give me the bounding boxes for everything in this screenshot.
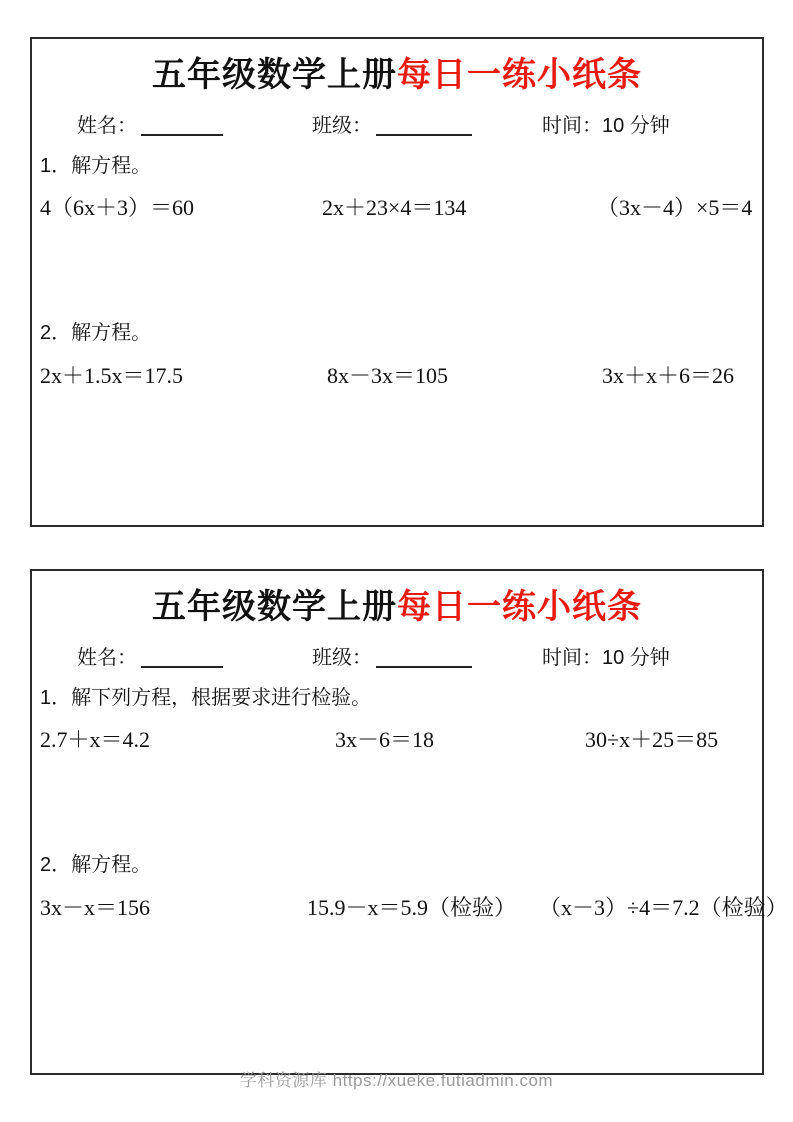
title-daily-part: 每日一练小纸条 bbox=[397, 588, 642, 626]
class-blank bbox=[376, 116, 472, 136]
section-1-equations bbox=[32, 191, 762, 223]
equation: 30÷x＋25＝85 bbox=[585, 727, 719, 752]
worksheet-card-2 bbox=[30, 569, 788, 1075]
title-grade-part: 五年级数学上册 bbox=[152, 588, 397, 626]
equation: 8x－3x＝105 bbox=[327, 363, 449, 388]
title-daily-part: 每日一练小纸条 bbox=[397, 56, 642, 94]
equation: 3x＋x＋6＝26 bbox=[602, 363, 735, 388]
equation: 4（6x＋3）＝60 bbox=[40, 195, 195, 220]
section-1-heading: 1．解方程。 bbox=[40, 155, 152, 177]
time-label: 时间：10 分钟 bbox=[542, 115, 670, 137]
footer-watermark: 学科资源库 https://xueke.futiadmin.com bbox=[239, 1071, 554, 1090]
name-field bbox=[77, 109, 223, 138]
student-info-row bbox=[32, 641, 762, 671]
section-2-equations bbox=[32, 891, 788, 923]
class-field bbox=[312, 109, 472, 138]
equation: 15.9－x＝5.9（检验） bbox=[307, 895, 517, 920]
section-1-equations bbox=[32, 723, 762, 755]
name-label: 姓名： bbox=[77, 115, 137, 137]
section-2-equations bbox=[32, 359, 762, 391]
title-grade-part: 五年级数学上册 bbox=[152, 56, 397, 94]
time-label: 时间：10 分钟 bbox=[542, 647, 670, 669]
class-blank bbox=[376, 648, 472, 668]
name-blank bbox=[141, 648, 223, 668]
worksheet-card-1 bbox=[30, 37, 764, 527]
equation: （x－3）÷4＝7.2（检验） bbox=[539, 895, 788, 920]
name-blank bbox=[141, 116, 223, 136]
name-label: 姓名： bbox=[77, 647, 137, 669]
class-field bbox=[312, 641, 472, 670]
equation: 2x＋1.5x＝17.5 bbox=[40, 363, 184, 388]
equation: 3x－6＝18 bbox=[335, 727, 435, 752]
equation: 2x＋23×4＝134 bbox=[322, 195, 467, 220]
equation: 3x－x＝156 bbox=[40, 895, 151, 920]
class-label: 班级： bbox=[312, 647, 372, 669]
class-label: 班级： bbox=[312, 115, 372, 137]
card-title bbox=[32, 47, 762, 96]
section-2-heading: 2．解方程。 bbox=[40, 322, 152, 344]
card-title bbox=[32, 579, 762, 628]
name-field bbox=[77, 641, 223, 670]
section-2-heading: 2．解方程。 bbox=[40, 854, 152, 876]
equation: （3x－4）×5＝4 bbox=[597, 195, 753, 220]
section-1-heading: 1．解下列方程，根据要求进行检验。 bbox=[40, 687, 372, 709]
equation: 2.7＋x＝4.2 bbox=[40, 727, 151, 752]
student-info-row bbox=[32, 109, 762, 139]
